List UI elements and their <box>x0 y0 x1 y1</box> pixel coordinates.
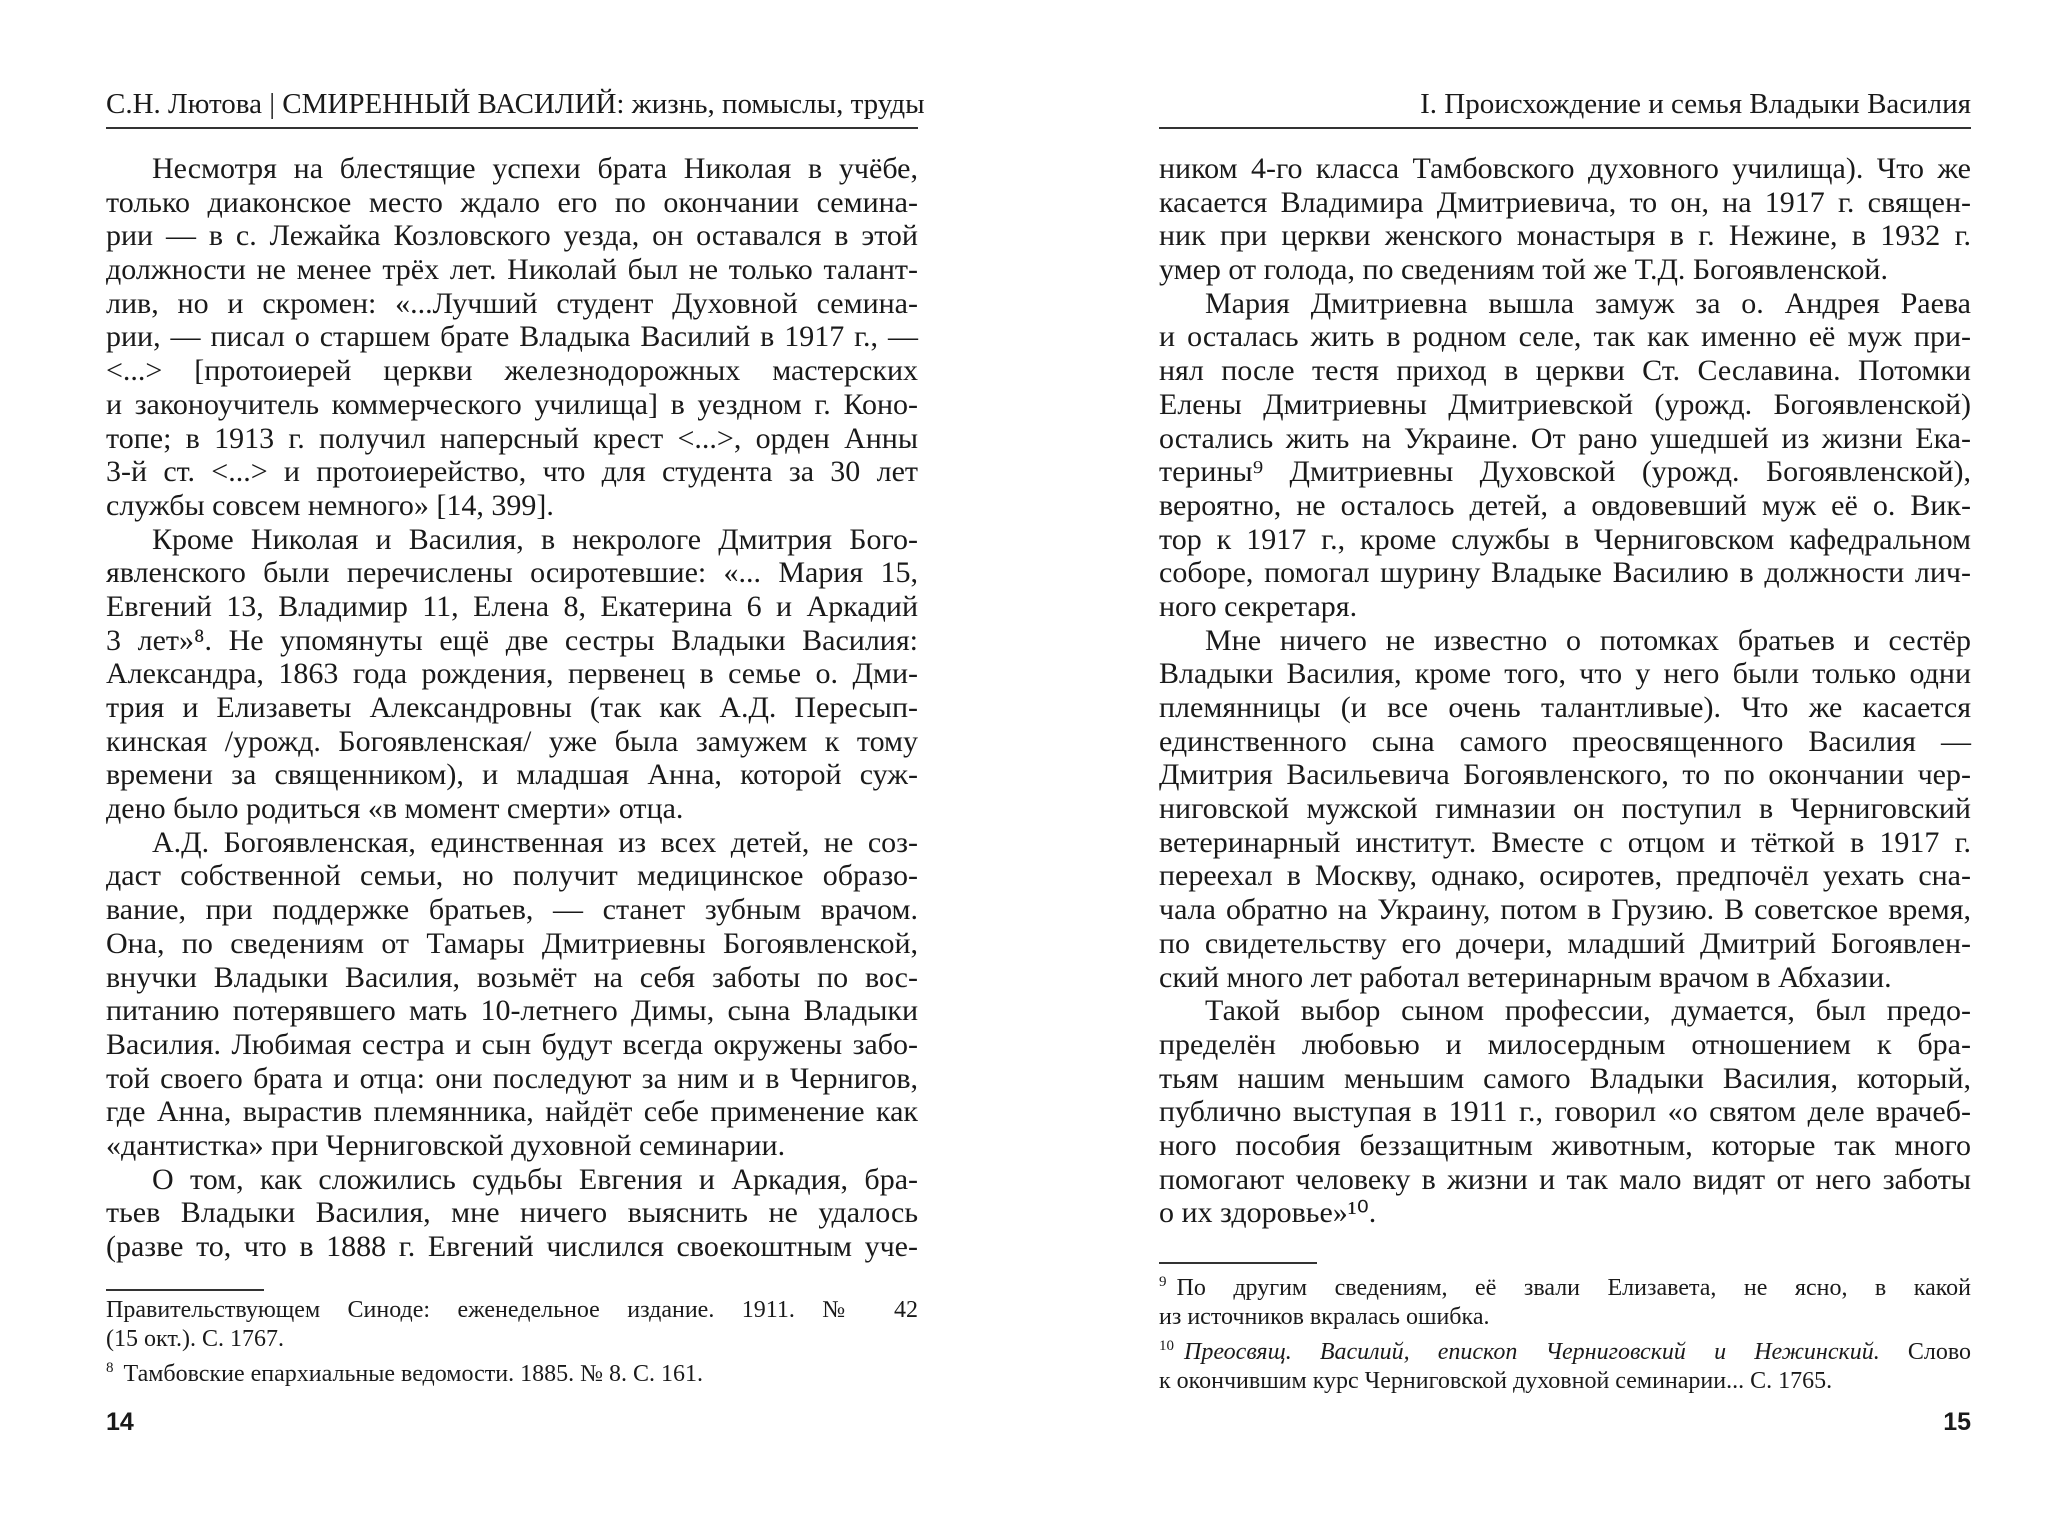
right-page <box>1159 0 1971 1513</box>
footnotes <box>1159 1268 1971 1396</box>
text-line: и осталась жить в родном селе, так как именно её муж при- <box>1159 320 1971 354</box>
text-line: (разве то, что в 1888 г. Евгений числился своекоштным уче- <box>106 1230 918 1263</box>
text-line: вероятно, не осталось детей, а овдовевший муж её о. Вик- <box>1159 488 1971 522</box>
header-rule <box>106 127 918 129</box>
text-line: А.Д. Богоявленская, единственная из всех детей, не соз- <box>152 825 918 859</box>
footnote-line <box>1159 1268 1971 1303</box>
text-line: только диаконское место ждало его по окончании семина- <box>106 185 918 219</box>
footnote-line <box>1159 1332 1971 1367</box>
text-line: Несмотря на блестящие успехи брата Николая в учёбе, <box>152 152 918 185</box>
text-line: <...> [протоиерей церкви железнодорожных мастерских <box>106 354 918 388</box>
text-line: Василия. Любимая сестра и сын будут всегда окружены забо- <box>106 1027 918 1061</box>
text-line: дено было родиться «в момент смерти» отца. <box>106 792 684 826</box>
running-head: С.Н. Лютова | СМИРЕННЫЙ ВАСИЛИЙ: жизнь, помыслы, труды <box>106 88 925 120</box>
footnote-line <box>106 1354 918 1389</box>
text-line: и законоучитель коммерческого училища] в уездном г. Коно- <box>106 387 918 421</box>
text-line: помогают человеку в жизни и так мало видят от него заботы <box>1159 1162 1971 1196</box>
text-line: «дантистка» при Черниговской духовной семинарии. <box>106 1128 786 1162</box>
text-line: питанию потерявшего мать 10-летнего Димы, сына Владыки <box>106 994 918 1028</box>
body-text <box>1159 152 1971 1230</box>
text-line: трия и Елизаветы Александровны (так как А.Д. Пересып- <box>106 691 918 724</box>
footnote-text: Слово <box>1879 1339 1971 1365</box>
text-line: нял после тестя приход в церкви Ст. Сеславина. Потомки <box>1159 354 1971 388</box>
text-line: пределён любовью и милосердным отношением к бра- <box>1159 1027 1971 1061</box>
text-line: Такой выбор сыном профессии, думается, был предо- <box>1205 994 1971 1028</box>
footnotes <box>106 1296 918 1389</box>
text-line: где Анна, вырастив племянника, найдёт себе применение как <box>106 1095 918 1129</box>
text-line: по свидетельству его дочери, младший Дмитрий Богоявлен- <box>1159 926 1971 960</box>
text-line: лив, но и скромен: «...Лучший студент Духовной семина- <box>106 286 918 320</box>
page-number: 15 <box>1943 1408 1971 1436</box>
text-line: Кроме Николая и Василия, в некрологе Дмитрия Бого- <box>152 522 918 556</box>
text-line: рии — в с. Лежайка Козловского уезда, он оставался в этой <box>106 219 918 253</box>
header-rule <box>1159 127 1971 129</box>
paragraph <box>106 152 918 523</box>
text-line: публично выступая в 1911 г., говорил «о святом деле врачеб- <box>1159 1095 1971 1129</box>
text-line: топе; в 1913 г. получил наперсный крест <...>, орден Анны <box>106 421 918 455</box>
paragraph <box>1159 994 1971 1230</box>
footnote-line <box>106 1296 918 1325</box>
paragraph <box>106 1163 918 1264</box>
footnote-text: (15 окт.). С. 1767. <box>106 1326 285 1352</box>
text-line: внучки Владыки Василия, возьмёт на себя заботы по вос- <box>106 960 918 994</box>
text-line: тьям нашим меньшим самого Владыки Василия, который, <box>1159 1061 1971 1095</box>
paragraph <box>1159 287 1971 624</box>
text-line: племянницы (и все очень талантливые). Что же касается <box>1159 691 1971 724</box>
text-line: кинская /урожд. Богоявленская/ уже была замужем к тому <box>106 724 918 758</box>
text-line: 3-й ст. <...> и протоиерейство, что для студента за 30 лет <box>106 455 918 489</box>
text-line: тьев Владыки Василия, мне ничего выяснить не удалось <box>106 1196 918 1230</box>
footnote-line <box>1159 1367 1971 1396</box>
text-line: чала обратно на Украину, потом в Грузию. В советское время, <box>1159 893 1971 927</box>
text-line: ский много лет работал ветеринарным врачом в Абхазии. <box>1159 960 1892 994</box>
text-line: Мне ничего не известно о потомках братьев и сестёр <box>1205 623 1971 657</box>
text-line: тор к 1917 г., кроме службы в Черниговском кафедральном <box>1159 522 1971 556</box>
paragraph <box>1159 152 1971 287</box>
text-line: О том, как сложились судьбы Евгения и Аркадия, бра- <box>152 1162 918 1196</box>
page-number: 14 <box>106 1408 134 1436</box>
text-line: касается Владимира Дмитриевича, то он, на 1917 г. священ- <box>1159 185 1971 219</box>
footnote-rule <box>106 1289 264 1291</box>
footnote-number: 10 <box>1159 1338 1174 1354</box>
footnote-number: 8 <box>106 1360 114 1376</box>
paragraph <box>106 826 918 1163</box>
text-line: терины⁹ Дмитриевны Духовской (урожд. Богоявленской), <box>1159 455 1971 489</box>
paragraph <box>1159 624 1971 995</box>
text-line: Владыки Василия, кроме того, что у него были только одни <box>1159 657 1971 691</box>
footnote-rule <box>1159 1262 1317 1264</box>
text-line: ного секретаря. <box>1159 589 1358 623</box>
footnote-number: 9 <box>1159 1274 1167 1290</box>
footnote-text: По другим сведениям, её звали Елизавета, не ясно, в какой <box>1176 1275 1971 1301</box>
text-line: вание, при поддержке братьев, — станет зубным врачом. <box>106 893 918 927</box>
text-line: рии, — писал о старшем брате Владыка Василий в 1917 г., — <box>106 320 918 354</box>
text-line: Александра, 1863 года рождения, первенец в семье о. Дми- <box>106 657 918 691</box>
footnote-line <box>1159 1303 1971 1332</box>
text-line: Евгений 13, Владимир 11, Елена 8, Екатерина 6 и Аркадий <box>106 589 918 623</box>
paragraph <box>106 523 918 826</box>
footnote <box>106 1296 918 1354</box>
text-line: умер от голода, по сведениям той же Т.Д. Богоявленской. <box>1159 253 1888 287</box>
text-line: той своего брата и отца: они последуют за ним и в Чернигов, <box>106 1061 918 1095</box>
text-line: 3 лет»⁸. Не упомянуты ещё две сестры Владыки Василия: <box>106 623 918 657</box>
text-line: соборе, помогал шурину Владыке Василию в должности лич- <box>1159 556 1971 590</box>
text-line: Дмитрия Васильевича Богоявленского, то по окончании чер- <box>1159 758 1971 792</box>
text-line: единственного сына самого преосвященного Василия — <box>1159 724 1971 758</box>
text-line: ного пособия беззащитным животным, которые так много <box>1159 1128 1971 1162</box>
footnote-line <box>106 1325 918 1354</box>
footnote-italic-source: Преосвящ. Василий, епископ Черниговский и Нежинский. <box>1184 1339 1880 1365</box>
text-line: ветеринарный институт. Вместе с отцом и тёткой в 1917 г. <box>1159 825 1971 859</box>
footnote <box>106 1354 918 1389</box>
left-page <box>106 0 925 1513</box>
body-text <box>106 152 918 1264</box>
text-line: должности не менее трёх лет. Николай был не только талант- <box>106 253 918 287</box>
text-line: ник при церкви женского монастыря в г. Нежине, в 1932 г. <box>1159 219 1971 253</box>
footnote-text: Правительствующем Синоде: еженедельное издание. 1911. № 42 <box>106 1297 918 1323</box>
footnote <box>1159 1332 1971 1396</box>
text-line: переехал в Москву, однако, осиротев, предпочёл уехать сна- <box>1159 859 1971 893</box>
footnote-text: Тамбовские епархиальные ведомости. 1885. № 8. С. 161. <box>123 1361 703 1387</box>
text-line: Она, по сведениям от Тамары Дмитриевны Богоявленской, <box>106 926 918 960</box>
text-line: службы совсем немного» [14, 399]. <box>106 488 554 522</box>
text-line: времени за священником), и младшая Анна, которой суж- <box>106 758 918 792</box>
text-line: Елены Дмитриевны Дмитриевской (урожд. Богоявленской) <box>1159 387 1971 421</box>
text-line: о их здоровье»¹⁰. <box>1159 1196 1377 1230</box>
text-line: ниговской мужской гимназии он поступил в Черниговский <box>1159 792 1971 826</box>
footnote <box>1159 1268 1971 1332</box>
footnote-text: из источников вкралась ошибка. <box>1159 1304 1490 1330</box>
text-line: даст собственной семьи, но получит медицинское образо- <box>106 859 918 893</box>
text-line: Мария Дмитриевна вышла замуж за о. Андрея Раева <box>1205 286 1971 320</box>
footnote-text: к окончившим курс Черниговской духовной семинарии... С. 1765. <box>1159 1368 1833 1394</box>
text-line: ником 4-го класса Тамбовского духовного училища). Что же <box>1159 152 1971 185</box>
running-head: I. Происхождение и семья Владыки Василия <box>1420 88 1971 120</box>
text-line: остались жить на Украине. От рано ушедшей из жизни Ека- <box>1159 421 1971 455</box>
text-line: явленского были перечислены осиротевшие: «... Мария 15, <box>106 556 918 590</box>
